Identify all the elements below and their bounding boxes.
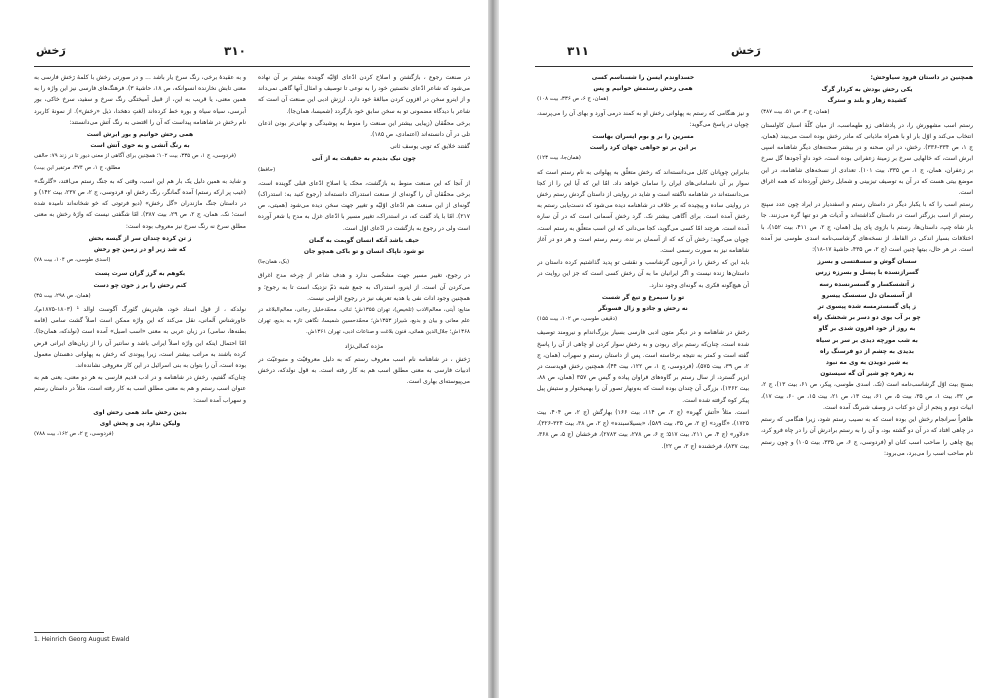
left-page-right-column xyxy=(258,72,470,388)
text-verse: کشیده زهار و بلند و سترگ xyxy=(827,97,907,105)
text-ref: (همان، ج ۶، ص ۳۳۶، بیت ۱۰۸) xyxy=(537,96,609,103)
text-verse: به زهره چو شیر آن گه سیستون xyxy=(820,370,914,378)
text-verse: تو را سیمرغ و تیغ گر شست xyxy=(601,293,685,301)
text-p: در رجوع، تغییر مسیر جهت مشخّصی ندارد و هدف شاعر از چرخه مدح اغراق می‌کردن آن است. از اینرو، استدراک به جمع شبه ذمّ نزدیک است تا به رجوع؛ و همچنین وجود ادات نفی یا هدیه تعریف نیز در رجوع الزامی نیست. xyxy=(258,272,470,302)
right-page-right-column xyxy=(761,72,973,460)
left-page-left-column xyxy=(34,72,246,443)
left-header-rule xyxy=(34,66,470,67)
text-p: ظاهراً سرانجام رخش این بوده است که به نصیب رستم شود، زیرا هنگامی که رستم در چاهی افتاد که در آن دو گشته بود، و آن را به رستم برادرش آن را در چاه فرو کرد، پیچ چاهی را صاحب اسب کنان او (فردوسی، ج ۶، ص ۳۳۵، بیت ۱۰۵) و چون رستم نام صاحب اسب را می‌برد، می‌برود: xyxy=(761,416,973,457)
text-verse: ز آتشسکسار و گسسرنسده رسه xyxy=(819,280,915,288)
text-ref: (دقیقی طوسی، ص ۱۰۲، بیت ۱۵۵) xyxy=(537,316,618,323)
text-ref: (همان، ص ۲۹۸، بیت ۳۵) xyxy=(34,292,91,299)
text-heading: همچنین در داستان فرود سیاوخش: xyxy=(870,74,973,81)
text-p: رخش در شاهنامه و در دیگر متون ادبی فارسی بسیار بزرگ‌اندام و نیرومند توصیف شده است، چنان‌که رستم برای ربودن و به رخش سوار کردن او چاهی از آن را پاسخ گفته است و کمتر به نتیجه برخاسته است. پس از داستان رستم و سهراب (همان، ج ۲، ص ۳۹، بیت ۵۷۵)، (فردوسی، ج ۱، ص ۱۲۲، بیت ۴۴)، همچنین رخش قویدست در ابزیر گسترد، از سال رستم بر گاوه‌های فراوان پیاده و گیس ص ۳۵۷ (همان، ص ۸۸، بیت ۱۳۶۲)، بزرگی آن چندان بوده است که به‌ونهار تصور آن را بهمیختوار و ستیش پیل پیکر کوه گرفته شده است. xyxy=(537,329,749,404)
text-verse: بدین رخش ماند همی رخش اوی xyxy=(93,408,187,416)
text-p: چنان‌که گفتیم، رخش در شاهنامه و در ادب قدیم فارسی به هر دو معنی، یعنی هم به عنوان اسب رستم و هم به معنی مطلق اسب به کار رفته است، مثلاً در داستان رستم و سهراب آمده است: xyxy=(34,374,246,404)
text-verse: به شب مورچه دیدی بر سر بر سیاه xyxy=(816,336,918,344)
text-verse: بر این بر تو خواهی جهان کرد راست xyxy=(589,144,697,152)
text-p: رستم اسب مشهورش را، در پادشاهی زو طهماسب، از میان گلّهٔ اسبان کاولستان انتخاب می‌کند و اوّل بار او با همراه ماذیانی که مادر رخش بوده است می‌بیند (همان، ج ۱، ص ۳۳۴-۳۳۶). رخش، در این صحنه و در بیشتر صحنه‌های دیگر شاهنامه اسپی ابرش است، که خالهایی سرخ بر زمینهٔ زعفرانی بوده است، خود داوِ آجودها گل سرخ بر زعفران، همان، ج ۱، ص ۳۳۵، بیت ۱۰۱). تعدادی از نسخه‌های شاهنامه، در این موضع بیتی هست که در آن به توصیف تیزبینی و شمایل رخش آورده‌اند که همه اغراق است. xyxy=(761,121,973,197)
text-p: بسنج بیت اوّل گرشاسب‌نامه است (تک. اسدی طوسی، پیکر، ص ۶۱، بیت ۱۳)، ج ۲، ص ۳۲، بیت ۱، ص ۳۵، بیت ۵، ص ۶۱، بیت ۱۳، ص ۲۱، بیت ۱۵، ص ۶۰، بیت ۱۷)، ابیات دوم و پنجم از آن دو کتاب در وصف شبرنگ آمده است. xyxy=(761,381,973,411)
text-sig: مژده کمالی‌نژاد xyxy=(344,342,384,350)
text-p: گفتند خلایق که تویی یوسف ثانی xyxy=(390,143,470,151)
text-ref: (بک، همان‌جا) xyxy=(258,259,290,266)
text-verse: همی رخش خوانیم و بور ابرش است xyxy=(86,131,194,139)
text-ref: (فردوسی، ج ۱، ص ۳۳۵، بیت ۱۰۲؛ همچنین برای آگاهی از معنی دیور تا در زند ۷۹: حالقی مطلق، ج ۱، ص ۳۷۴، مرتفیر این بیت) xyxy=(34,153,237,171)
left-page xyxy=(0,0,488,698)
text-verse: به روز از خود افزون شدی بر گاو xyxy=(818,325,916,333)
right-page-header xyxy=(499,44,993,64)
right-running-title: رَخش xyxy=(731,44,761,57)
text-verse: بکوهم به گرز گران سرت پست xyxy=(94,270,186,278)
text-verse: چون نیک بدیدم به حقیقت به از آنی xyxy=(312,155,416,163)
text-verse: به شیر دویدن به وی مه نبود xyxy=(825,359,909,367)
text-p: در صنعت رجوع ، بازگشتن و اصلاح کردن ادّعای اوّلیّه گوینده بیشتر بر آن نهاده می‌شود که شاعر ادّعای نخستین خود را به نوعی تا توصیف و امثال آنها گاهی نمی‌داند و از اینرو سخن در افزون کردن مبالغهٔ خود دارد. ارزش ادبی این صنعت آن است که شاعر با دیدگاه مضمونی تو به سخن سابق خود بازگردد (شمیسا، همان‌جا). xyxy=(258,74,470,115)
text-p: است. مثلاً «آتش گهره» (ج ۲، ص ۱۱۴، بیت ۱۶۶) بهارگش (ج ۲، ص ۴۰۴، بیت ۱۷۲۵)، «گاورد» (ج ۲، ص ۳۵، بیت ۵۸۹)، «بسیلاسبنده» (ج ۲، ص ۳۸، بیت ۳۲۴-۳۲۶)، «دلاور» (ج ۴، ص ۲۱۱، بیت ۵۱۷؛ ج ۶، ص ۲۷۸، بیت ۲۷۸۳)، فرخشان (ج ۵، ص ۳۶۸، بیت ۸۳۷)، فرخشنده (ج ۲، ص ۲۲). xyxy=(537,408,749,450)
book-gutter xyxy=(488,0,499,698)
text-ref: (حافظ) xyxy=(258,166,276,173)
text-p: برخی محقّقان (زیبایی بیشتر این صنعت را منوط به پوشیدگی و نهانی‌تر بودن اذعان تلی در آن دانسته‌اند (اعتمادی، ص ۱۸۵). xyxy=(258,119,470,139)
text-ref: (فردوسی، ج ۲، ص ۱۶۲، بیت ۷۸۸) xyxy=(34,431,114,438)
text-verse: نه رخش و جادو و زال فسونگر xyxy=(598,305,688,313)
right-header-rule xyxy=(535,66,973,67)
text-verse: گسرازنسده با پیسل و بسرزه زرس xyxy=(815,269,919,277)
right-page-left-column xyxy=(537,72,749,453)
text-p: نولدکه ، از قول استاد خود، هاینریش گئورگ آگوست اوالد ¹ (۱۸۰۳-۱۸۷۵م)، خاورشناس آلمانی، نقل می‌کند که این واژه ممکن است اصلاً گشت سامی (قامه بطنه‌ها، سامی) در زبان عربی به معنی «اسب اصیل» آمده است (نولدکه، همان‌جا). امّا احتمال اینکه این واژه اصلاً ایرانی باشد و سانتیر آن را از زبان‌های ایرانی قرض کرده باشند به مراتب بیشتر است، زیرا پیوندی که رخش به پهلوانی دهستان معمول بوده است، آن را بتوان به بنی اسرائیل در این کار معروفی نشانده‌اند. xyxy=(34,306,246,370)
text-p: باید این که رخش را در آزمون گرشاسب و نقشی تو پدید گذاشتیم کرده داستان در داستان‌ها زنده نیست و اگر ایرانیان ما به آن رخش کسی است که جز این روایت در آن هیچ‌گونه فکری به گونه‌ای وجود ندارد. xyxy=(537,259,749,289)
text-src: منابع: آیتی، معالم‌الادب (تلخیص)، تهران ۱۳۵۵ش؛ ثنائی، محمّدخلیل رجائی، معالم‌البلاغه در علم معانی و بیان و بدیع، شیراز ۱۳۵۳ش؛ محمّدحسین شمیسا، نگاهی تازه به بدیع، تهران ۱۳۶۸ش؛ جلال‌الدین همائی، فنون بلاغت و صناعات ادبی، تهران ۱۳۶۱ش. xyxy=(258,307,470,336)
text-verse: ولیکن ندارد پی و پخش اوی xyxy=(99,420,181,428)
text-ref: (همان‌جا، بیت ۱۲۳) xyxy=(537,155,581,162)
text-verse: مسرین را بر و بوم ایسران بهاست xyxy=(592,133,694,141)
footnote: 1. Heinrich Georg August Ewald xyxy=(34,636,130,643)
text-ref: (اسدی طوسی، ص ۱۰۴، بیت ۷۸) xyxy=(34,257,111,264)
text-p: و شاید به همین دلیل یک بار هم این اسب، وقتی که به جنگ رستم می‌افتد، «گلرنگ» (غیب پر ارکه رستم) آمده گمانگر، رنگ رخش او، فردوسی، ج ۲، ص ۲۳۷، بیت ۱۴۲) و در داستان جنگ مازندران «گل رخش» (دیو فرتوتی که خو شخانه‌اند نامیده شده است؛ نک. همان، ج ۲، ص ۲۹، بیت ۳۸۷). امّا شگفتی نیست که واژهٔ رخش به معنی مطلق سرخ نه رنگ سرخ نیز معروف بوده است: xyxy=(34,177,246,230)
text-verse: سسان گوش و سسفتسی و بسرز xyxy=(817,258,917,266)
left-page-header xyxy=(0,44,488,64)
footnote-rule xyxy=(34,632,104,633)
text-p: و به عقیدهٔ برخی، رنگ سرخ یار باشد ... و در صورتی رخش با کلمهٔ رَخش فارسی به معنی تابش نخارنده انسوانکه، ص ۱۸، حاشیهٔ ۳). فرهنگ‌های فارسی نیز این واژه را به همین معنی، یا قریب به این، از قبیل آمیختگی رنگ سرخ و سفید، سرخ خاکی، بور آبرسی، سیاه سیاه و بوره خط کرده‌اند (لغتِ دهخدا، ذیل «رخش»). از نمونهٔ کاربرد نام رخش در شاهنامه پیداست که آن را اقتضی به رنگ آتش می‌دانستند: xyxy=(34,74,246,126)
text-p: از آنجا که این صنعت منوط به بازگشت، محک یا اصلاح ادّعای قبلی گوینده است، برخی محقّقان آن را گونه‌ای از صنعت استدراک دانسته‌اند (رجوع کنید به: استدراک) گونه‌ای از این صنعت هم ادّعای اوّلیّه و تغییر جهت سخن دیده می‌شود (همیتی، ص ۲۱۷). امّا با یاد گفت که، در استدراک، تغییر مسیر با ادّعای غزل به مدح یا شعر آورده است ولی در رجوع به بازگشت در ادّعای اوّل است. xyxy=(258,179,470,232)
text-verse: از آسسمان دل سسسک ییسرو xyxy=(821,291,913,299)
text-verse: همی رخش رستمش خوانیم و پس xyxy=(593,85,693,93)
text-verse: یکی رخش بودش به کردار گرگ xyxy=(821,86,913,94)
text-p: رستم اسب را که با یکبار دیگر در داستان رستم و اسفندیار در ایراد چون عدد سپنج رستم از اسب بزرگتر است در داستان گذاشته‌اند و آدیات هر دو تنها گره می‌زنند. جا بار شاه چپ، داستان‌ها، رستم با بازوی پای پیل (همان، ج ۲، ص ۴۱۱، بیت ۱۵۲)، با اختلافات بسیار اندکی در الفاظ، از نسخه‌های گرشاسب‌نامه اسدی طوسی نیز آمده است. در هر حال، بیتها چنین است (ج ۲، ص ۴۳۵، حاشیهٔ ۱۷-۱۸): xyxy=(761,201,973,254)
text-verse: بدیدی به چشم از دو فرسنگ راه xyxy=(819,347,915,355)
text-verse: خسداوندم ایسن را شسناسم کسی xyxy=(591,74,695,81)
text-p: بنابراین چوپانان کابل می‌دانسته‌اند که رخش متعلّق به پهلوانی به نام رستم است که سوار بر آن ناسامانی‌های ایران را سامان خواهد داد. امّا این که آیا این را از کجا می‌دانسته‌اند در شاهنامه ناگفته است و شاید در روایتی از داستان گردش رستم رخش در روایتی ساده و پیچیده که بر خلاف در شاهنامه دیده می‌شود که دست‌یابی رستم به رخش آمده است. برای آگاهی بیشتر نک. گرد رخش آسمانی است که در آن ساره آمده است. هرچند امّا کسی می‌گوید، کجا می‌دانی که این اسب متعلّق به رستم است، چوپان می‌گوید: رخش آن که که از آسمان بر نده، رسم رستم است و هر دو در آغاز شاهنامه نیز به صورت رسمی است. xyxy=(537,168,749,255)
text-verse: ز تن کرده چندان سر از گیسه بخش xyxy=(88,234,192,242)
left-running-title: رَخش xyxy=(36,44,66,57)
text-verse: که شد زیر او در زمین چو رخش xyxy=(93,246,187,254)
text-verse: ز پای گسسترمسه شده پیسوی تر xyxy=(817,303,917,311)
text-verse: چو بر آب یوی دو دسر بر شخشک راه xyxy=(813,314,921,322)
text-verse: حیف باشد آنکه انسان گویمت به گمان xyxy=(308,236,420,244)
right-page-number: ۳۱۱ xyxy=(567,44,589,58)
text-verse: کنم رخش را بر ز خون چو دست xyxy=(93,281,187,289)
left-page-number: ۳۱۰ xyxy=(224,44,246,58)
text-verse: به رنگ آتشی و به خوی آتش است xyxy=(90,142,190,150)
text-p: و نیز هنگامی که رستم به پهلوانی رخش او به کمند درمی آورد و بهای آن را می‌پرسد، چوپان در پاسخ می‌گوید: xyxy=(537,109,749,128)
right-page xyxy=(499,0,993,698)
text-verse: تو شود ناپاک انسان و تو باکی همچو جان xyxy=(303,248,425,256)
text-p: رَخش ، در شاهنامه نام اسب معروف رستم که به دلیل معروفیّت و متبوعیّت در ادبیات فارسی به معنی مطلق اسب هم به کار رفته است. به قول نولدکه، درخش می‌پیوسته‌ای بهاری است. xyxy=(258,355,470,386)
text-ref: (همان، ج ۳، ص ۵۱، بیت ۳۸۷) xyxy=(761,108,830,115)
